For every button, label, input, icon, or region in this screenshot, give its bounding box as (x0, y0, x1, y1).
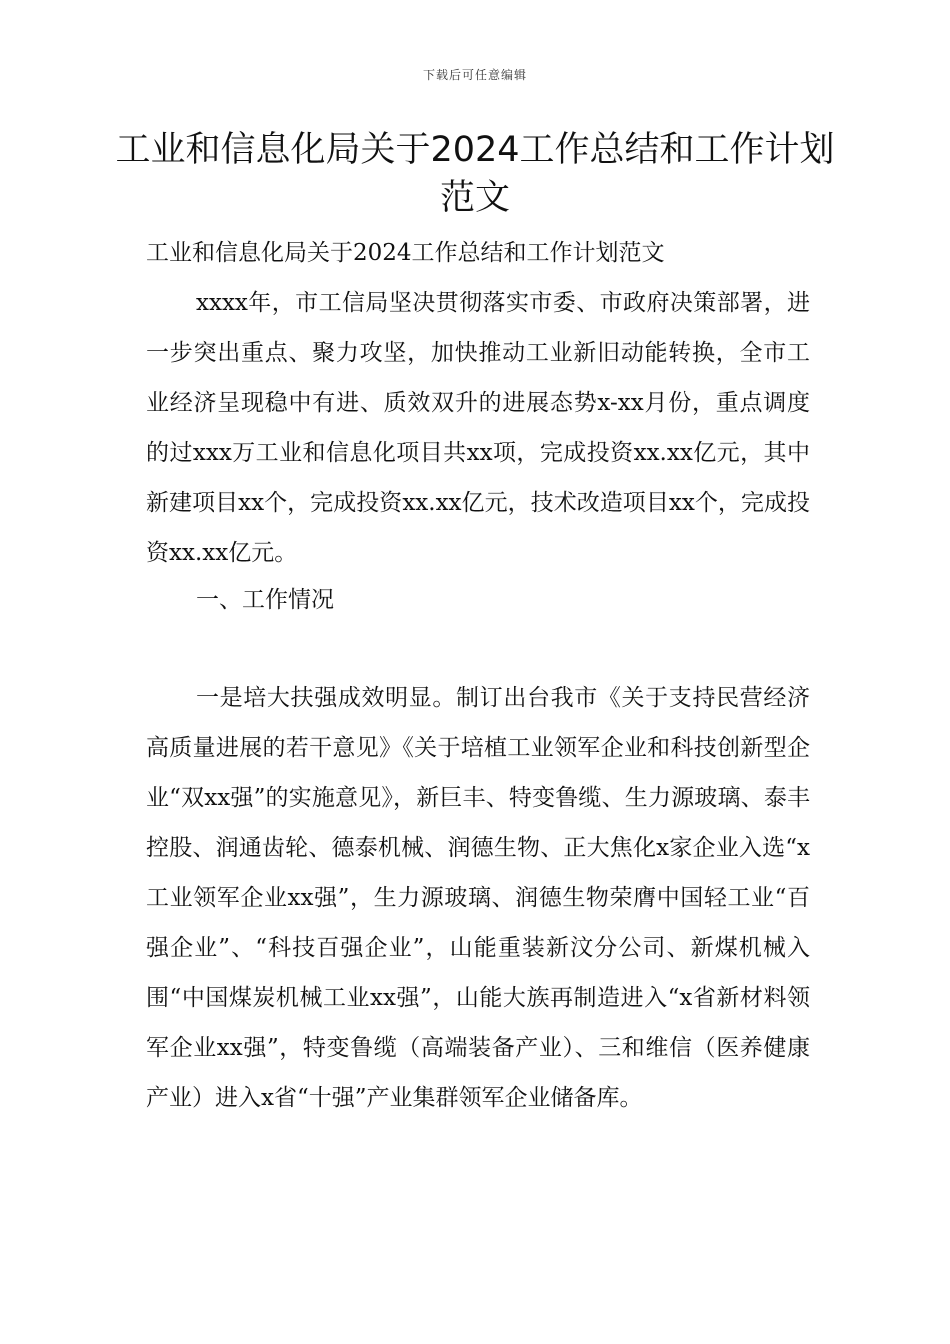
section-heading-work-situation: 一、工作情况 (196, 587, 334, 613)
document-title: 工业和信息化局关于2024工作总结和工作计划范文 (115, 130, 835, 218)
paragraph-strengthen-enterprises: 一是培大扶强成效明显。制订出台我市《关于支持民营经济高质量进展的若干意见》《关于培植工业领军企业和科技创新型企业“双xx强”的实施意见》，新巨丰、特变鲁缆、生力源玻璃、泰丰控股、润通齿轮、德泰机械、润德生物、正大焦化x家企业入选“x工业领军企业xx强”，生力源玻璃、润德生物荣膺中国轻工业“百强企业”、“科技百强企业”，山能重装新汶分公司、新煤机械入围“中国煤炭机械工业xx强”，山能大族再制造进入“x省新材料领军企业xx强”，特变鲁缆（高端装备产业）、三和维信（医养健康产业）进入x省“十强”产业集群领军企业储备库。 (146, 685, 810, 1111)
header-note: 下载后可任意编辑 (422, 68, 527, 82)
paragraph-intro: xxxx年，市工信局坚决贯彻落实市委、市政府决策部署，进一步突出重点、聚力攻坚，加快推动工业新旧动能转换，全市工业经济呈现稳中有进、质效双升的进展态势x-xx月份，重点调度的过xxx万工业和信息化项目共xx项，完成投资xx.xx亿元，其中新建项目xx个，完成投资xx.xx亿元，技术改造项目xx个，完成投资xx.xx亿元。 (146, 290, 810, 566)
subtitle-line: 工业和信息化局关于2024工作总结和工作计划范文 (146, 240, 665, 266)
